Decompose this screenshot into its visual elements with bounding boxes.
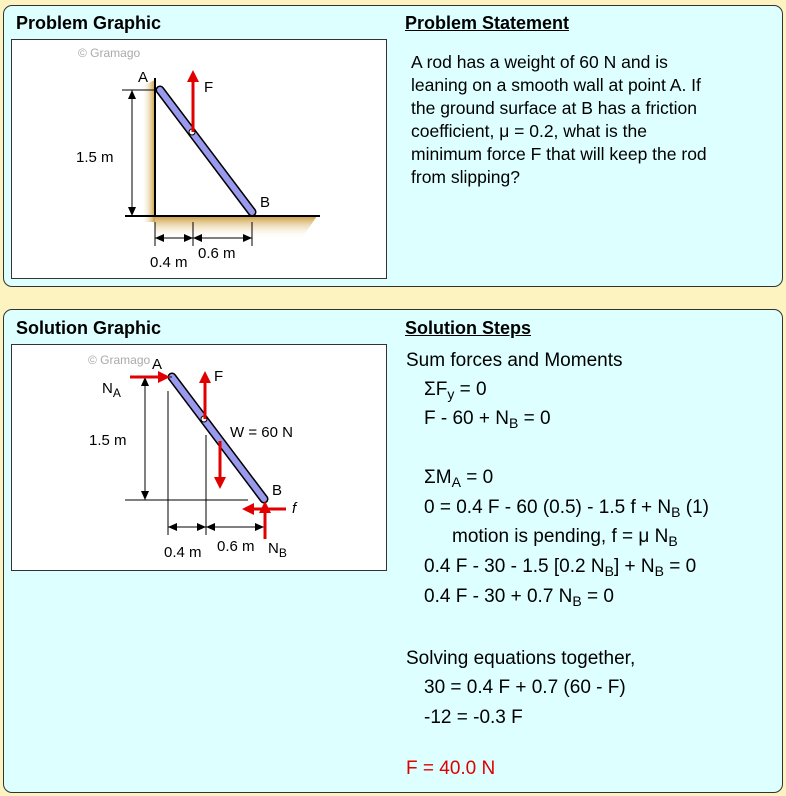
dim1-arrow-r [197, 523, 206, 531]
label-f: F [204, 79, 214, 96]
force-nb-arrowhead [259, 501, 271, 513]
step-combined-equation: 30 = 0.4 F + 0.7 (60 - F) [424, 677, 626, 698]
step-motion-pending: motion is pending, f = μ $N_B$ [452, 526, 678, 549]
problem-statement-title: Problem Statement [405, 13, 570, 33]
label-f: F [214, 368, 224, 385]
label-b: B [272, 482, 283, 499]
problem-figure [11, 39, 387, 279]
statement-line: the ground surface at B has a friction [411, 98, 697, 118]
height-arrow-bottom [128, 207, 136, 216]
step-sum-forces: Sum forces and Moments [406, 350, 623, 371]
step-fy-equation: $F - 60 + N_B = 0$ [424, 408, 551, 431]
label-w: W = 60 N [230, 424, 293, 441]
dim2-arrow-l [206, 523, 215, 531]
label-a: A [138, 69, 149, 86]
wall-hatch [142, 80, 155, 222]
solution-graphic-title: Solution Graphic [16, 318, 162, 338]
statement-line: A rod has a weight of 60 N and is [411, 52, 668, 72]
solution-steps-title: Solution Steps [405, 318, 531, 338]
copyright-text: © Gramago [88, 353, 151, 367]
solution-figure-svg [12, 345, 387, 571]
label-friction: f [292, 500, 297, 517]
height-label: 1.5 m [89, 432, 127, 449]
label-nb: $N_B$ [268, 540, 287, 560]
step-sum-ma: $\Sigma M_A = 0$ [424, 467, 494, 490]
step-solving-together: Solving equations together, [406, 648, 636, 669]
dim2-label: 0.6 m [198, 245, 236, 262]
statement-line: from slipping? [411, 167, 520, 187]
ground-hatch [155, 216, 317, 238]
copyright-text: © Gramago [78, 46, 141, 60]
solution-figure [11, 344, 387, 571]
problem-panel [3, 5, 783, 287]
statement-line: minimum force F that will keep the rod [411, 144, 707, 164]
solution-panel [3, 309, 783, 793]
dim1-label: 0.4 m [150, 254, 188, 271]
height-arrow-bottom [141, 491, 149, 500]
force-w-arrowhead [214, 477, 226, 489]
label-b: B [260, 194, 271, 211]
step-simplified: 0.4 F - 30 + 0.7 $N_B = 0$ [424, 586, 614, 609]
label-na: $N_A$ [102, 380, 121, 400]
step-moment-equation: 0 = 0.4 F - 60 (0.5) - 1.5 $f + N_B$ (1) [424, 497, 709, 520]
problem-statement [411, 51, 776, 189]
dim2-label: 0.6 m [217, 538, 255, 555]
height-label: 1.5 m [76, 149, 114, 166]
final-answer: F = 40.0 N [406, 758, 496, 779]
force-f-arrowhead [199, 371, 211, 383]
dim1-label: 0.4 m [164, 544, 202, 561]
height-arrow-top [128, 90, 136, 99]
problem-graphic-title: Problem Graphic [16, 13, 162, 33]
dim2-arrow-r [255, 523, 264, 531]
step-reduced-equation: -12 = -0.3 F [424, 707, 523, 728]
rod [160, 90, 252, 212]
step-substitute: 0.4 F - 30 - 1.5 [0.2 $N_B] + N_B = 0$ [424, 556, 697, 579]
dim1-arrow-l [168, 523, 177, 531]
step-sum-fy: $\Sigma F_y = 0$ [424, 379, 487, 402]
force-f-arrowhead [187, 70, 199, 82]
label-a: A [152, 356, 163, 373]
problem-figure-svg [12, 40, 387, 279]
force-friction-arrowhead [242, 503, 254, 515]
statement-line: coefficient, μ = 0.2, what is the [411, 121, 647, 141]
statement-line: leaning on a smooth wall at point A. If [411, 75, 701, 95]
